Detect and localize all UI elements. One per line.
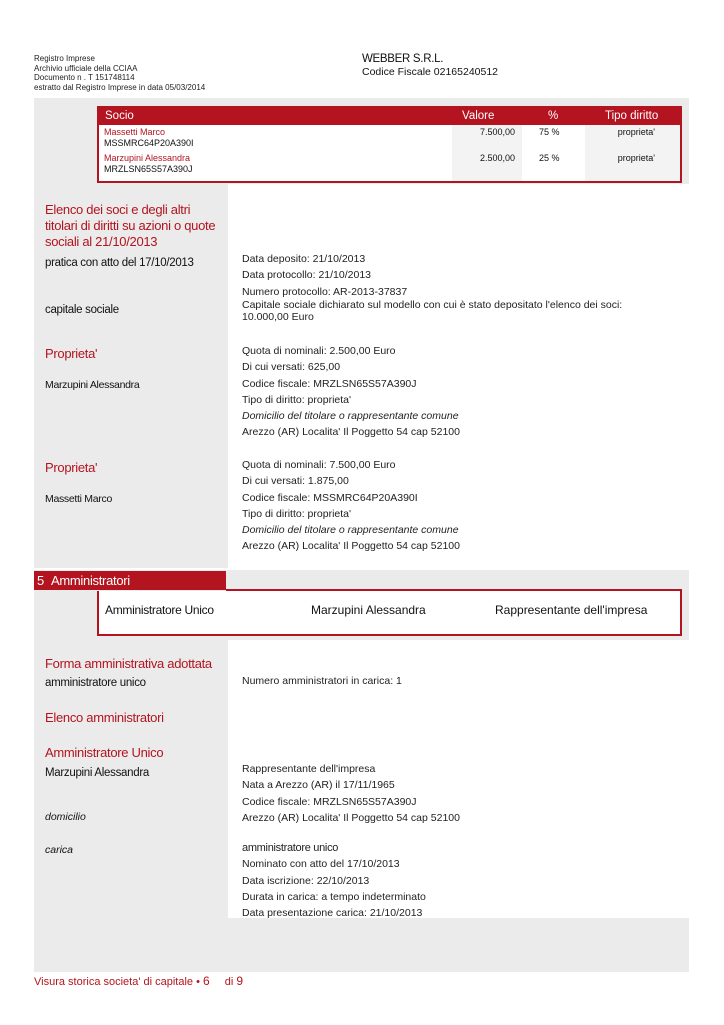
carica-details	[242, 840, 682, 921]
detail-line: Di cui versati: 625,00	[242, 361, 341, 374]
detail-line: Codice fiscale: MRZLSN65S57A390J	[242, 377, 417, 390]
footer-text: Visura storica societa' di capitale •	[34, 976, 200, 988]
pratica-values	[242, 251, 682, 300]
socio-name: Marzupini Alessandra	[104, 153, 191, 163]
box-name: Marzupini Alessandra	[311, 603, 426, 617]
pratica-line: Data deposito: 21/10/2013	[242, 253, 366, 265]
footer	[34, 974, 243, 988]
carica-label: carica	[45, 844, 74, 856]
header-registry-info	[34, 54, 294, 92]
proprieta-name: Marzupini Alessandra	[45, 379, 140, 391]
detail-line: Codice fiscale: MRZLSN65S57A390J	[242, 795, 417, 808]
socio-name: Massetti Marco	[104, 127, 166, 137]
section-title: Amministratori	[51, 573, 130, 588]
table-row	[104, 153, 193, 175]
detail-line: Data iscrizione: 22/10/2013	[242, 874, 370, 887]
header-line: Documento n . T 151748114	[34, 73, 135, 82]
box-role: Amministratore Unico	[105, 603, 214, 617]
detail-line: Durata in carica: a tempo indeterminato	[242, 890, 426, 903]
carica-title: amministratore unico	[242, 842, 339, 854]
footer-total: 9	[236, 974, 244, 988]
table-row	[104, 127, 194, 149]
pratica-label: pratica con atto del 17/10/2013	[45, 257, 194, 269]
detail-line: Nominato con atto del 17/10/2013	[242, 858, 400, 871]
proprieta-details	[242, 457, 682, 555]
socio-tipo: proprieta'	[617, 153, 655, 163]
address-line: Arezzo (AR) Localita' Il Poggetto 54 cap 52100	[242, 426, 460, 439]
proprieta-details	[242, 343, 682, 441]
proprieta-name: Massetti Marco	[45, 493, 112, 505]
company-name: WEBBER S.R.L.	[362, 53, 444, 65]
section-number: 5	[37, 573, 44, 588]
unico-name: Marzupini Alessandra	[45, 767, 149, 779]
socio-perc: 75 %	[539, 127, 560, 137]
capitale-value: Capitale sociale dichiarato sul modello con cui è stato depositato l'elenco dei soci: 10.000,00 Euro	[242, 299, 623, 323]
footer-page: 6	[203, 974, 210, 988]
socio-cf: MRZLSN65S57A390J	[104, 164, 193, 174]
codice-fiscale: Codice Fiscale 02165240512	[362, 66, 499, 78]
col-tipo: Tipo diritto	[605, 110, 659, 122]
soci-table	[97, 106, 682, 183]
section-header	[34, 571, 226, 590]
domicilio-label: domicilio	[45, 811, 86, 823]
socio-valore: 2.500,00	[479, 153, 515, 163]
col-valore: Valore	[462, 110, 495, 122]
socio-valore: 7.500,00	[479, 127, 515, 137]
detail-line: Di cui versati: 1.875,00	[242, 475, 349, 488]
col-perc: %	[548, 110, 559, 122]
header-line: Registro Imprese	[34, 54, 95, 63]
forma-value: Numero amministratori in carica: 1	[242, 675, 402, 687]
elenco-amministratori-title: Elenco amministratori	[45, 710, 164, 725]
forma-title: Forma amministrativa adottata	[45, 656, 212, 671]
domicilio-value: Arezzo (AR) Localita' Il Poggetto 54 cap 52100	[242, 811, 460, 824]
detail-line: Rappresentante dell'impresa	[242, 763, 376, 775]
proprieta-title: Proprieta'	[45, 346, 98, 361]
detail-line: Tipo di diritto: proprieta'	[242, 507, 351, 520]
detail-line: Quota di nominali: 7.500,00 Euro	[242, 459, 396, 471]
detail-line: Tipo di diritto: proprieta'	[242, 393, 351, 406]
unico-details	[242, 761, 682, 826]
domicilio-label: Domicilio del titolare o rappresentante comune	[242, 524, 459, 537]
socio-perc: 25 %	[539, 153, 560, 163]
unico-title: Amministratore Unico	[45, 745, 164, 760]
detail-line: Data presentazione carica: 21/10/2013	[242, 907, 423, 920]
header-line: Archivio ufficiale della CCIAA	[34, 63, 138, 73]
detail-line: Quota di nominali: 2.500,00 Euro	[242, 345, 396, 357]
box-desc: Rappresentante dell'impresa	[495, 603, 648, 617]
amministratore-box	[97, 591, 682, 636]
bottom-band	[34, 918, 689, 972]
pratica-line: Data protocollo: 21/10/2013	[242, 269, 372, 282]
soci-table-header	[99, 108, 680, 125]
pratica-line: Numero protocollo: AR-2013-37837	[242, 285, 408, 298]
capitale-label: capitale sociale	[45, 304, 119, 316]
forma-label: amministratore unico	[45, 677, 146, 689]
proprieta-title: Proprieta'	[45, 460, 98, 475]
col-socio: Socio	[105, 110, 134, 122]
detail-line: Nata a Arezzo (AR) il 17/11/1965	[242, 779, 395, 792]
address-line: Arezzo (AR) Localita' Il Poggetto 54 cap 52100	[242, 540, 460, 553]
footer-di: di	[224, 976, 234, 988]
elenco-soci-title: Elenco dei soci e degli altri titolari di diritti su azioni o quote sociali al 21/10/2013	[45, 202, 216, 249]
socio-tipo: proprieta'	[617, 127, 655, 137]
header-line: estratto dal Registro Imprese in data 05/03/2014	[34, 82, 206, 92]
socio-cf: MSSMRC64P20A390I	[104, 138, 194, 148]
detail-line: Codice fiscale: MSSMRC64P20A390I	[242, 491, 418, 504]
domicilio-label: Domicilio del titolare o rappresentante comune	[242, 410, 459, 423]
